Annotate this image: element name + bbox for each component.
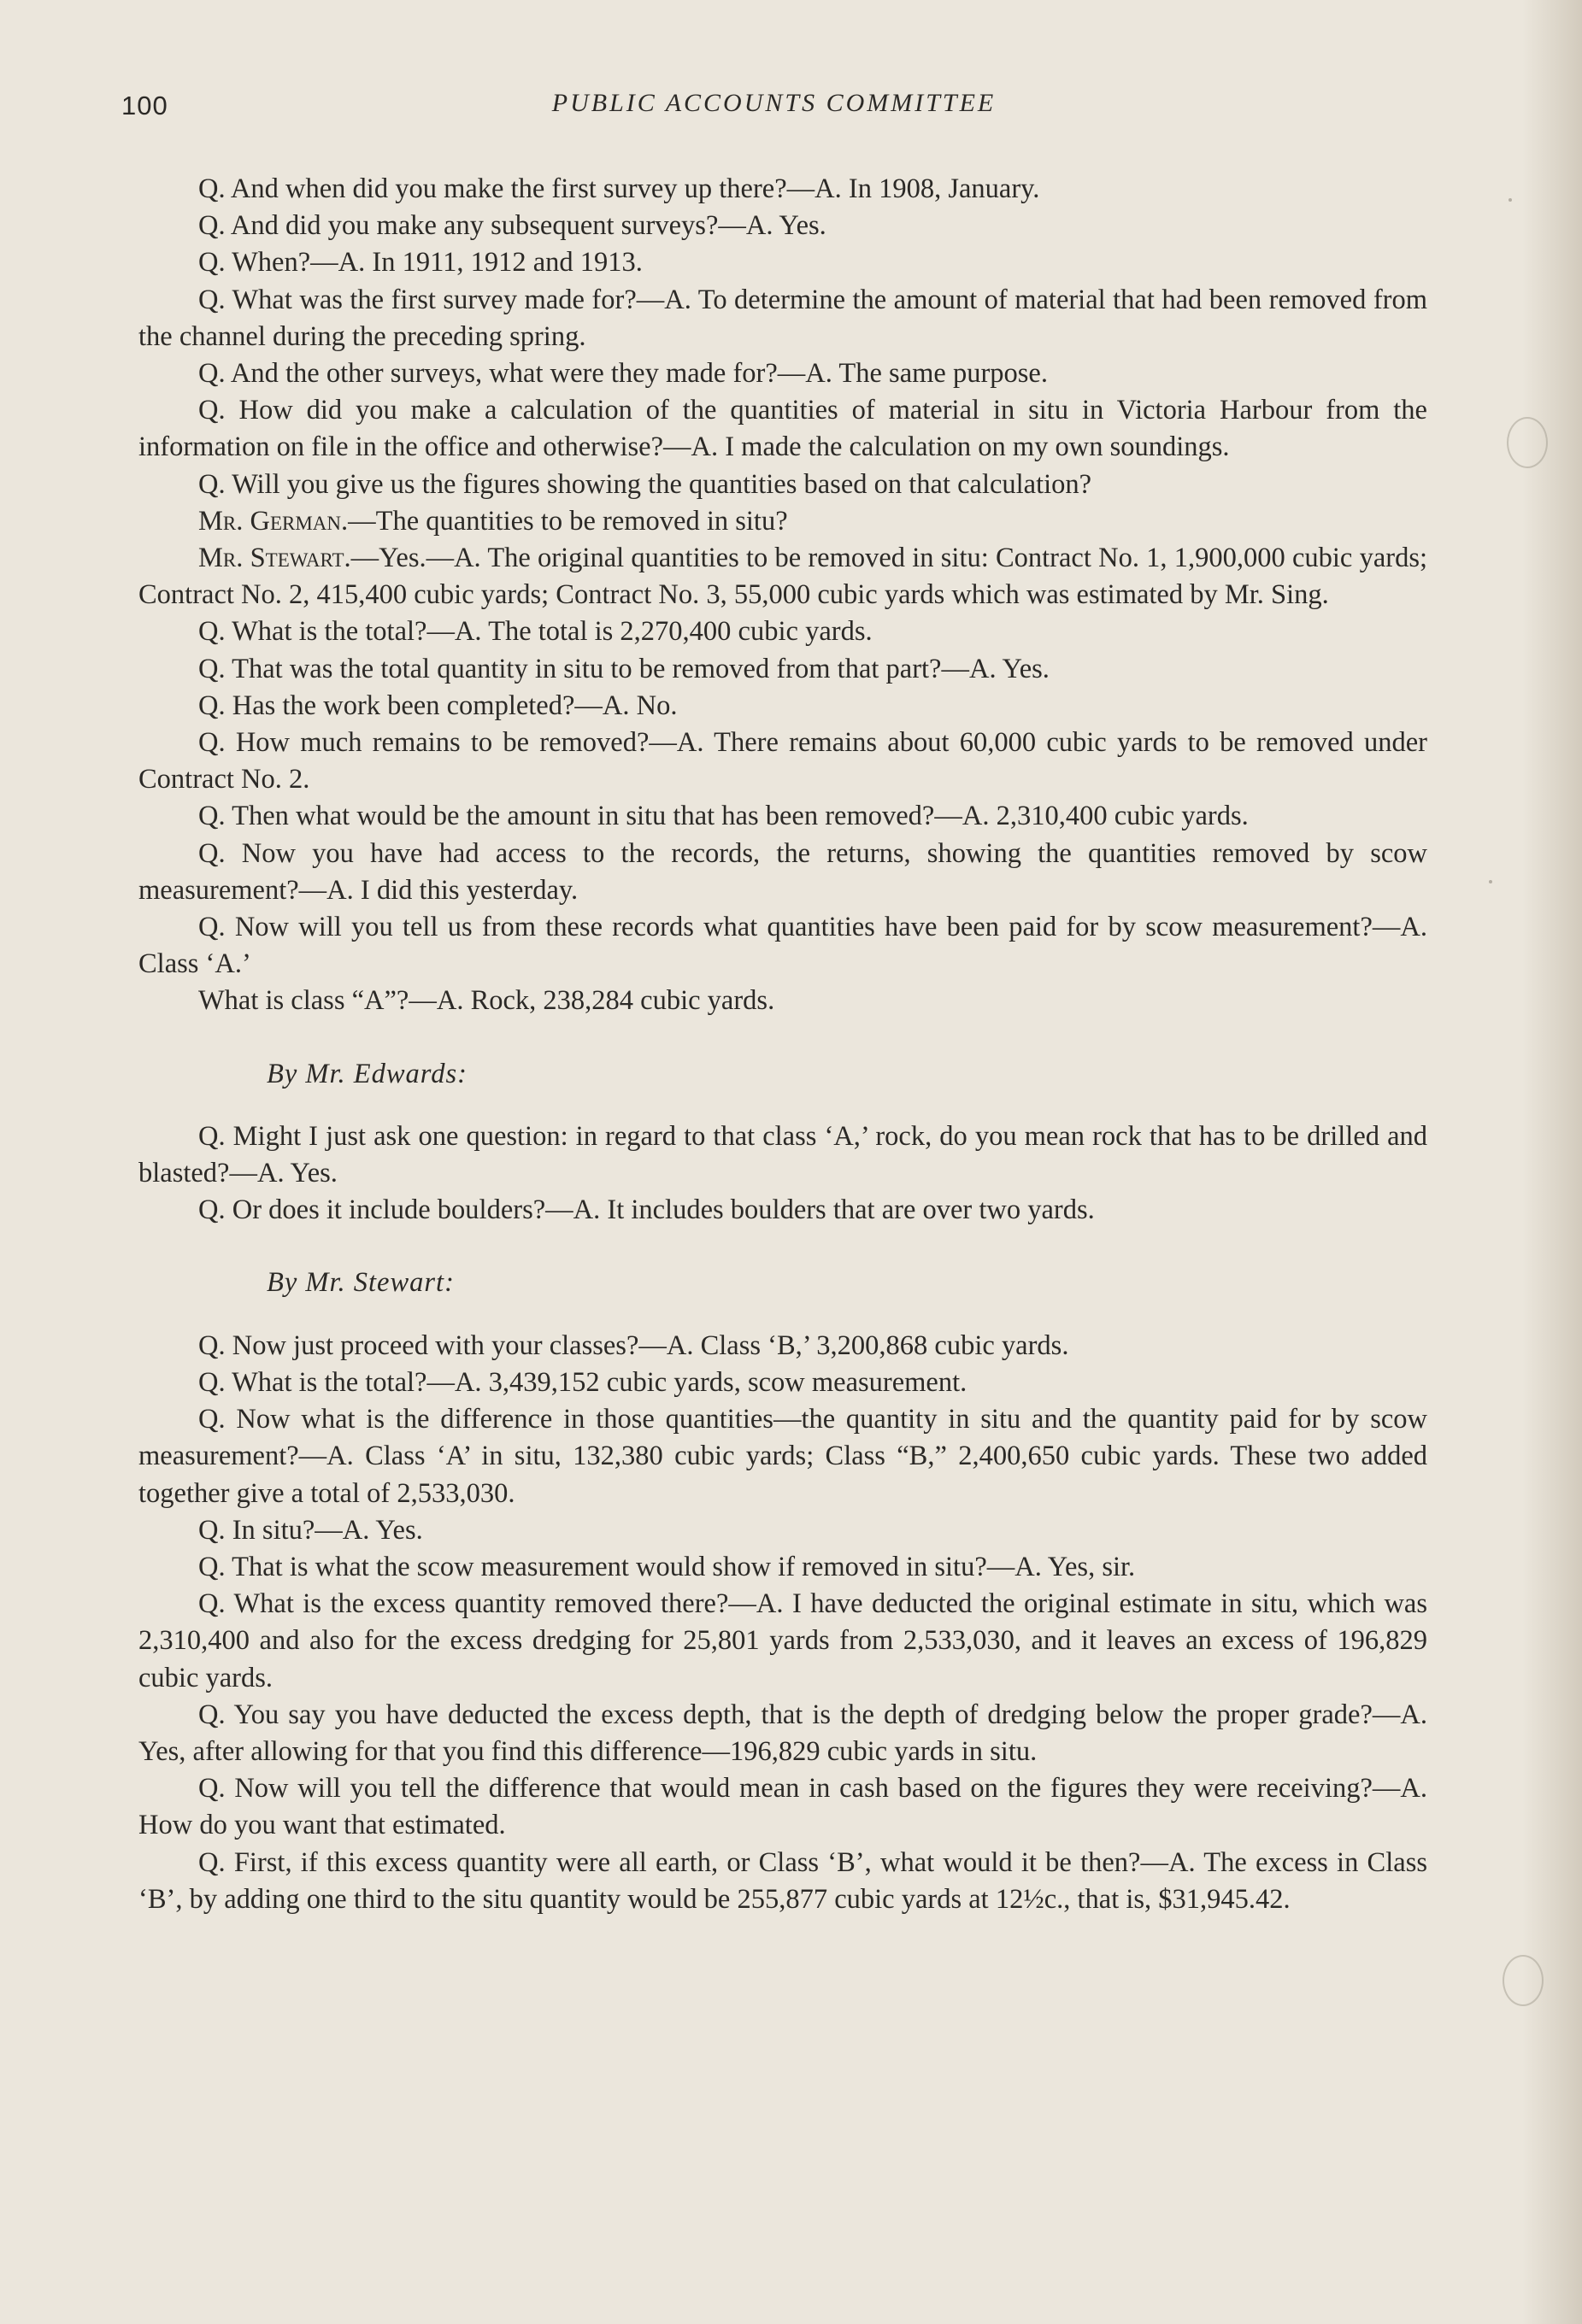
paragraph: Q. Might I just ask one question: in regard to that class ‘A,’ rock, do you mean rock that has to be drilled and blasted?—A. Yes. bbox=[138, 1120, 1427, 1189]
paragraph: Q. When?—A. In 1911, 1912 and 1913. bbox=[198, 247, 643, 279]
paragraph: Q. That was the total quantity in situ to be removed from that part?—A. Yes. bbox=[198, 653, 1050, 684]
paragraph: Mr. Stewart.—Yes.—A. The original quantities to be removed in situ: Contract No. 1, 1,900,000 cubic yards; Contract No. 2, 415,400 cubic yards; Contract No. 3, 55,000 cubic yards which was estimated by Mr. Sing. bbox=[138, 543, 1427, 611]
paragraph: Q. What is the excess quantity removed there?—A. I have deducted the original estimate in situ, which was 2,310,400 and also for the excess dredging for 25,801 yards from 2,533,030, and it leaves an excess of 196,829 cubic yards. bbox=[138, 1588, 1427, 1693]
transcript-body bbox=[138, 171, 1427, 1918]
paper-speck bbox=[1489, 880, 1492, 883]
paragraph: Q. Now you have had access to the records, the returns, showing the quantities removed by scow measurement?—A. I did this yesterday. bbox=[138, 837, 1427, 906]
paragraph: Q. And the other surveys, what were they made for?—A. The same purpose. bbox=[198, 358, 1048, 390]
paragraph: Q. Has the work been completed?—A. No. bbox=[198, 690, 678, 721]
paragraph: Q. First, if this excess quantity were all earth, or Class ‘B’, what would it be then?—A. The excess in Class ‘B’, by adding one third to the situ quantity would be 255,877 cubic yards at 12½c., that is, $31,945.42. bbox=[138, 1846, 1427, 1915]
running-title: PUBLIC ACCOUNTS COMMITTEE bbox=[551, 89, 997, 117]
examiner-byline: By Mr. Stewart: bbox=[267, 1267, 455, 1299]
paragraph: Q. How did you make a calculation of the quantities of material in situ in Victoria Harbour from the information on file in the office and otherwise?—A. I made the calculation on my own soundings. bbox=[138, 395, 1427, 463]
paragraph: Q. What was the first survey made for?—A. To determine the amount of material that had been removed from the channel during the preceding spring. bbox=[138, 284, 1427, 352]
paragraph: Q. How much remains to be removed?—A. There remains about 60,000 cubic yards to be removed under Contract No. 2. bbox=[138, 727, 1427, 795]
binding-hole-mark bbox=[1507, 417, 1548, 468]
paragraph: Q. Now what is the difference in those quantities—the quantity in situ and the quantity paid for by scow measurement?—A. Class ‘A’ in situ, 132,380 cubic yards; Class “B,” 2,400,650 cubic yards. These two added together give a total of 2,533,030. bbox=[138, 1404, 1427, 1509]
paragraph: Q. Then what would be the amount in situ that has been removed?—A. 2,310,400 cubic yards. bbox=[198, 801, 1249, 832]
paragraph: Q. What is the total?—A. 3,439,152 cubic yards, scow measurement. bbox=[198, 1366, 967, 1398]
binding-hole-mark bbox=[1503, 1955, 1544, 2006]
speaker-name: Mr. Stewart. bbox=[198, 543, 351, 574]
paragraph: Q. And did you make any subsequent surveys?—A. Yes. bbox=[198, 210, 826, 242]
paper-speck bbox=[1508, 198, 1512, 202]
paragraph: Q. That is what the scow measurement would show if removed in situ?—A. Yes, sir. bbox=[198, 1551, 1136, 1582]
speaker-name: Mr. German. bbox=[198, 505, 349, 537]
paragraph: Q. Or does it include boulders?—A. It includes boulders that are over two yards. bbox=[198, 1194, 1095, 1226]
page-number: 100 bbox=[121, 91, 168, 120]
paragraph: Q. Will you give us the figures showing the quantities based on that calculation? bbox=[198, 468, 1092, 500]
paragraph: Q. You say you have deducted the excess depth, that is the depth of dredging below the proper grade?—A. Yes, after allowing for that you find this difference—196,829 cubic yards in situ. bbox=[138, 1699, 1427, 1767]
paragraph: Q. Now will you tell us from these records what quantities have been paid for by scow measurement?—A. Class ‘A.’ bbox=[138, 912, 1427, 980]
paragraph: Q. What is the total?—A. The total is 2,270,400 cubic yards. bbox=[198, 616, 873, 648]
paragraph: What is class “A”?—A. Rock, 238,284 cubic yards. bbox=[198, 985, 775, 1017]
paragraph: Q. Now will you tell the difference that would mean in cash based on the figures they were receiving?—A. How do you want that estimated. bbox=[138, 1773, 1427, 1841]
examiner-byline: By Mr. Edwards: bbox=[267, 1058, 468, 1089]
page-header bbox=[0, 84, 1582, 135]
paragraph: Mr. German.—The quantities to be removed in situ? bbox=[198, 505, 788, 537]
paragraph: Q. In situ?—A. Yes. bbox=[198, 1514, 423, 1546]
paragraph: Q. Now just proceed with your classes?—A. Class ‘B,’ 3,200,868 cubic yards. bbox=[198, 1329, 1069, 1361]
paragraph: Q. And when did you make the first survey up there?—A. In 1908, January. bbox=[198, 173, 1040, 204]
